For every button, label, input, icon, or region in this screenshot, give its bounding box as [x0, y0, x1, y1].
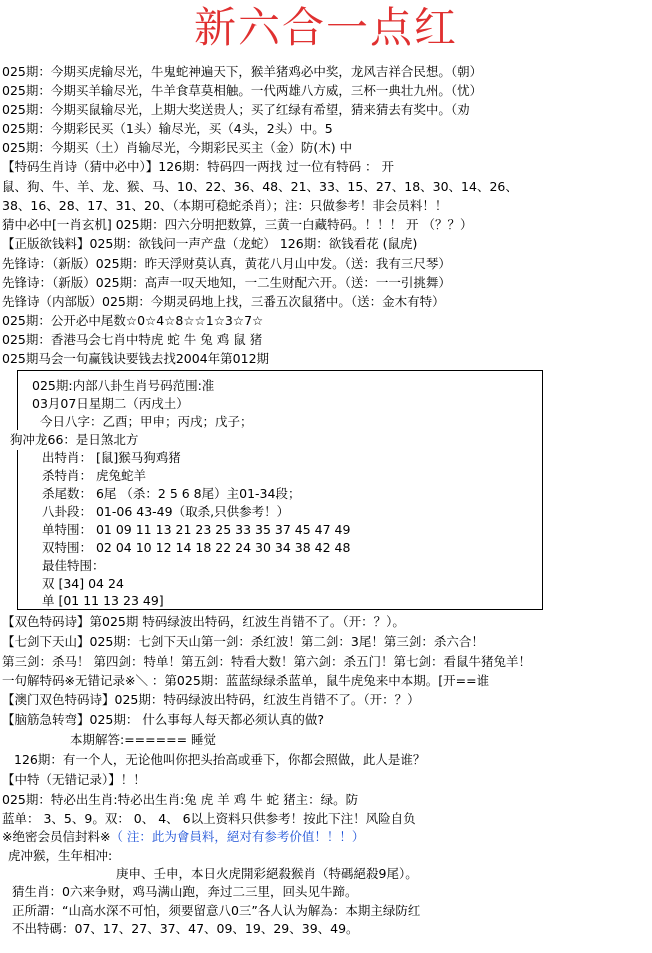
line-tema-shengxiao-poem: 【特码生肖诗（猜中必中）】126期：特码四一两找 过一位有特码 ： 开	[2, 159, 395, 174]
box-line-3: 今日八字：乙酉；甲申；丙戌；戊子；	[40, 414, 253, 429]
line-yuqian: 【正版欲钱料】025期：欲钱问一声产盘（龙蛇） 126期：欲钱看花 (鼠虎)	[2, 236, 418, 251]
line-yixiao-xuanji: 猜中必中[一肖玄机] 025期：四六分明把数算，三黄一白藏特码。！！！ 开 （？？）	[2, 217, 473, 232]
line-notice	[2, 829, 364, 845]
notice-blue: （ 注：此为會員料，絕对有参考价值！！！）	[110, 829, 365, 844]
box-line-6: 杀特肖： 虎兔蛇羊	[42, 468, 146, 483]
line-xianfeng-1: 先锋诗：（新版）025期：昨天浮财莫认真，黄花八月山中发。（送：我有三尺琴）	[2, 256, 451, 271]
line-cai-shengxiao: 猜生肖：0六来争财，鸡马满山跑，奔过二三里，回头见牛蹄。	[12, 884, 358, 899]
line-caimin-wuxing: 025期：今期买（土）肖输尽光，今期彩民买主（金）防(木) 中	[2, 140, 353, 155]
line-caimin-tou: 025期：今期彩民买（1头）输尽光，买（4头，2头）中。5	[2, 121, 333, 136]
line-shuangse: 【双色特码诗】第025期 特码绿波出特码，红波生肖错不了。（开：？）。	[2, 614, 405, 629]
line-huchonghou: 虎冲猴，生年相冲:	[8, 848, 113, 863]
line-naojin: 【脑筋急转弯】025期： 什么事每人每天都必须认真的做?	[2, 712, 324, 727]
notice-prefix: ※绝密会员信封料※	[2, 829, 111, 844]
line-zhao: 025期：今期买虎输尽光，牛鬼蛇神遍天下，猴羊猪鸡必中奖，龙风吉祥合民想。（朝）	[2, 64, 483, 79]
box-line-12: 双 [34] 04 24	[42, 576, 124, 591]
line-aomen: 【澳门双色特码诗】025期：特码绿波出特码，红波生肖错不了。（开：？）	[2, 692, 420, 707]
box-line-8: 八卦段： 01-06 43-49（取杀,只供参考！）	[42, 504, 290, 519]
line-zhengsuowei: 正所謂：“山高水深不可怕，须要留意八0三”各人认为解為：本期主绿防红	[12, 903, 421, 918]
box-line-7: 杀尾数： 6尾 （杀：2 5 6 8尾）主01-34段；	[42, 486, 301, 501]
line-zhongte: 【中特（无错记录）】！！	[2, 772, 146, 787]
line-zodiac-numbers-2: 38、16、28、17、31、20、（本期可稳蛇杀肖）；注：只做参考！非会员料！！	[2, 198, 448, 213]
box-line-11: 最佳特围：	[42, 558, 105, 573]
box-line-9: 单特围： 01 09 11 13 21 23 25 33 35 37 45 47 49	[42, 522, 351, 537]
box-line-5: 出特肖： [鼠]猴马狗鸡猪	[42, 450, 181, 465]
line-landan: 蓝单： 3、5、9。双： 0、 4、 6以上资料只供参考！按此下注！风险自负	[2, 811, 416, 826]
line-weishu: 025期：公开必中尾数☆0☆4☆8☆☆1☆3☆7☆	[2, 313, 264, 328]
line-qijian-1: 【七剑下天山】025期：七剑下天山第一剑：杀红波！第二剑：3尾！第三剑：杀六合！	[2, 634, 484, 649]
line-bichu: 025期：特必出生肖:特必出生肖:兔 虎 羊 鸡 牛 蛇 猪主：绿。防	[2, 792, 359, 807]
box-line-10: 双特围： 02 04 10 12 14 18 22 24 30 34 38 42 48	[42, 540, 351, 555]
line-zodiac-numbers-1: 鼠、狗、牛、羊、龙、猴、马、10、22、36、48、21、33、15、27、18、30、14、26、	[2, 179, 518, 194]
box-line-13: 单 [01 11 13 23 49]	[42, 593, 164, 608]
line-qixiao: 025期：香港马会七肖中特虎 蛇 牛 兔 鸡 鼠 猪	[2, 332, 263, 347]
line-buchu-tema: 不出特碼：07、17、27、37、47、09、19、29、39、49。	[12, 921, 359, 936]
line-you: 025期：今期买羊输尽光，牛羊食草莫相触。一代两雄八方威，三杯一典壮九州。（忧）	[2, 83, 483, 98]
line-yiju: 025期马会一句赢钱诀要钱去找2004年第012期	[2, 351, 270, 366]
line-126-question: 126期：有一个人，无论他叫你把头抬高或垂下，你都会照做，此人是谁？	[14, 752, 426, 767]
line-qijian-2: 第三剑：杀马！ 第四剑：特单！第五剑：特看大数！第六剑：杀五门！第七剑：看鼠牛猪兔羊！	[2, 654, 531, 669]
box-line-1: 025期:内部八卦生肖号码范围:准	[32, 378, 215, 393]
line-yiju-jie: 一句解特码※无错记录※＼ ：第025期：蓝蓝绿绿杀蓝单，鼠牛虎兔来中本期。[开==谁	[2, 673, 490, 688]
line-jieda: 本期解答:====== 睡觉	[70, 732, 217, 747]
line-xianfeng-2: 先锋诗：（新版）025期：高声一叹天地知，一二生财配六开。（送：一一引挑舞）	[2, 275, 451, 290]
line-gengshen: 庚申、壬申，本日火虎開彩絕殺猴肖（特碼絕殺9尾）。	[116, 866, 418, 881]
box-line-4: 狗冲龙66：是日煞北方	[10, 432, 139, 447]
box-line-2: 03月07日星期二（丙戌土）	[32, 396, 189, 411]
page-title: 新六合一点红	[193, 3, 458, 52]
line-xianfeng-3: 先锋诗（内部版）025期：今期灵码地上找，三番五次鼠猪中。（送：金木有特）	[2, 294, 445, 309]
line-quan: 025期：今期买鼠输尽光，上期大奖送贵人；买了红绿有希望，猜来猜去有奖中。（劝	[2, 102, 470, 117]
